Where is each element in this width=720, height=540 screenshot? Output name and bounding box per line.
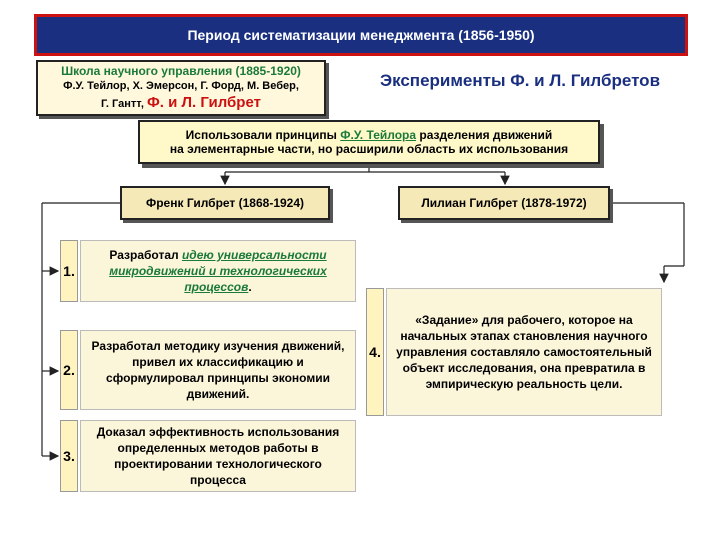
experiments-title: Эксперименты Ф. и Л. Гилбретов — [379, 71, 661, 90]
school-box — [36, 60, 326, 116]
frank-item-1-text — [81, 247, 355, 296]
school-members: Ф.У. Тейлор, Х. Эмерсон, Г. Форд, М. Вебер, — [63, 80, 299, 92]
frank-item-1-link[interactable]: идею универсальности микродвижений и технологических процессов — [109, 247, 327, 295]
principle-part2: разделения движений — [416, 128, 553, 142]
frank-item-3: Доказал эффективность использования определенных методов работы в проектировании технологического процесса — [80, 420, 356, 492]
school-highlight: Ф. и Л. Гилбрет — [146, 94, 261, 111]
page-title: Период систематизации менеджмента (1856-1950) — [34, 14, 688, 56]
frank-gilbreth-box: Френк Гилбрет (1868-1924) — [120, 186, 330, 220]
lilian-gilbreth-box: Лилиан Гилбрет (1878-1972) — [398, 186, 610, 220]
item-number-1: 1. — [60, 240, 78, 302]
item-number-3: 3. — [60, 420, 78, 492]
frank-item-1-prefix: Разработал — [109, 247, 182, 262]
school-members-cont — [38, 94, 324, 111]
principle-line1 — [140, 128, 598, 142]
frank-item-2: Разработал методику изучения движений, привел их классификацию и сформулировал принципы экономии движений. — [80, 330, 356, 410]
principle-line2: на элементарные части, но расширили область их использования — [169, 142, 569, 156]
frank-item-1 — [80, 240, 356, 302]
taylor-link[interactable]: Ф.У. Тейлора — [340, 128, 417, 142]
school-title: Школа научного управления (1885-1920) — [61, 64, 301, 78]
principle-part1: Использовали принципы — [185, 128, 341, 142]
principle-box — [138, 120, 600, 164]
lilian-item-4: «Задание» для рабочего, которое на начальных этапах становления научного управления составляло самостоятельный объект исследования, она превратила в эмпирическую реальность цели. — [386, 288, 662, 416]
item-number-4: 4. — [366, 288, 384, 416]
school-members-prefix: Г. Гантт, — [101, 98, 144, 110]
frank-item-1-suffix: . — [248, 280, 252, 295]
item-number-2: 2. — [60, 330, 78, 410]
